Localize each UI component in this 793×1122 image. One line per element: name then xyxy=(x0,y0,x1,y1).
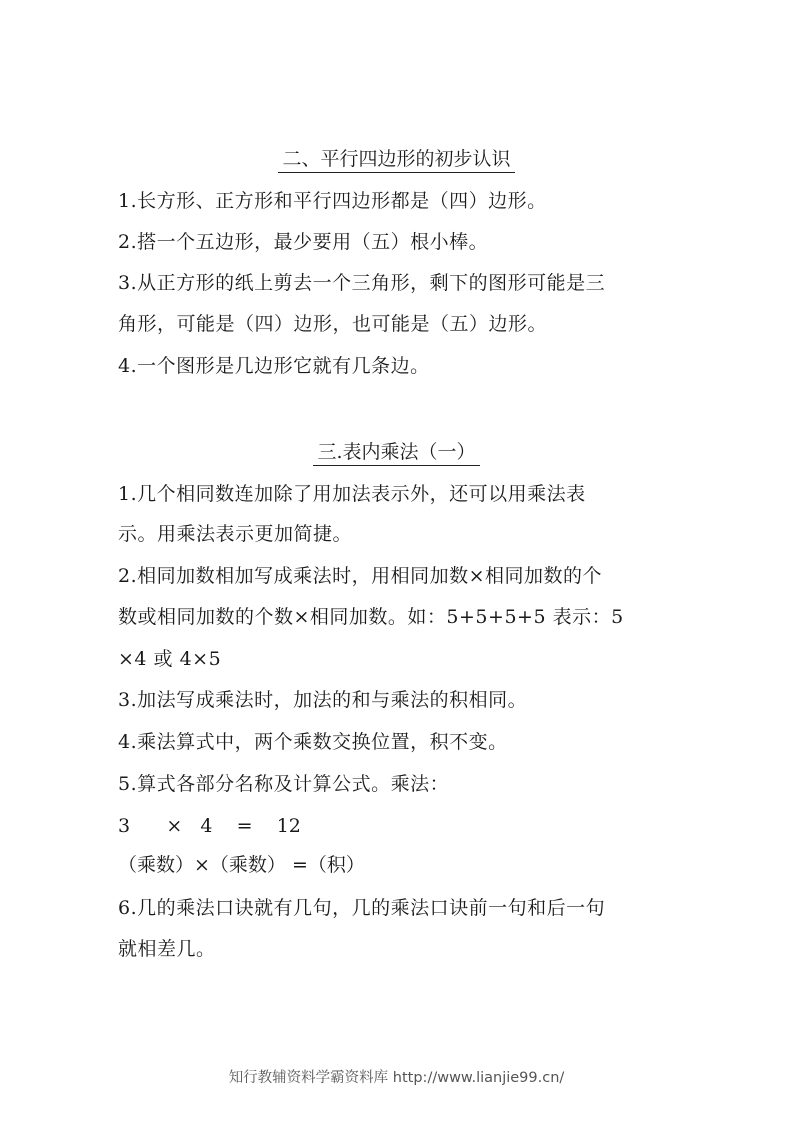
text-line: 3.加法写成乘法时，加法的和与乘法的积相同。 xyxy=(118,689,528,711)
text-line: ×4 或 4×5 xyxy=(118,648,222,670)
text-line: 角形，可能是（四）边形，也可能是（五）边形。 xyxy=(118,313,548,335)
footer-watermark: 知行教辅资料学霸资料库 http://www.lianjie99.cn/ xyxy=(228,1070,565,1086)
section-title-text: 三.表内乘法（一） xyxy=(313,440,479,466)
text-line: 6.几的乘法口诀就有几句，几的乘法口诀前一句和后一句 xyxy=(118,897,606,919)
section-title-parallelogram xyxy=(0,145,793,173)
section-title-multiplication xyxy=(0,438,793,466)
text-line: 1.长方形、正方形和平行四边形都是（四）边形。 xyxy=(118,190,547,212)
text-line: 5.算式各部分名称及计算公式。乘法： xyxy=(118,773,450,795)
multiplication-formula-names: （乘数）×（乘数） =（积） xyxy=(118,854,365,876)
text-line: 2.搭一个五边形，最少要用（五）根小棒。 xyxy=(118,231,489,253)
text-line: 就相差几。 xyxy=(118,938,216,960)
text-line: 数或相同加数的个数×相同加数。如：5+5+5+5 表示：5 xyxy=(118,606,624,628)
text-line: 3.从正方形的纸上剪去一个三角形，剩下的图形可能是三 xyxy=(118,272,606,294)
text-line: 4.乘法算式中，两个乘数交换位置，积不变。 xyxy=(118,731,508,753)
text-line: 2.相同加数相加写成乘法时，用相同加数×相同加数的个 xyxy=(118,565,603,587)
text-line: 示。用乘法表示更加简捷。 xyxy=(118,523,353,545)
multiplication-formula-numbers: 3 × 4 = 12 xyxy=(118,815,301,837)
text-line: 4.一个图形是几边形它就有几条边。 xyxy=(118,355,430,377)
section-title-text: 二、平行四边形的初步认识 xyxy=(278,147,514,173)
text-line: 1.几个相同数连加除了用加法表示外，还可以用乘法表 xyxy=(118,483,586,505)
